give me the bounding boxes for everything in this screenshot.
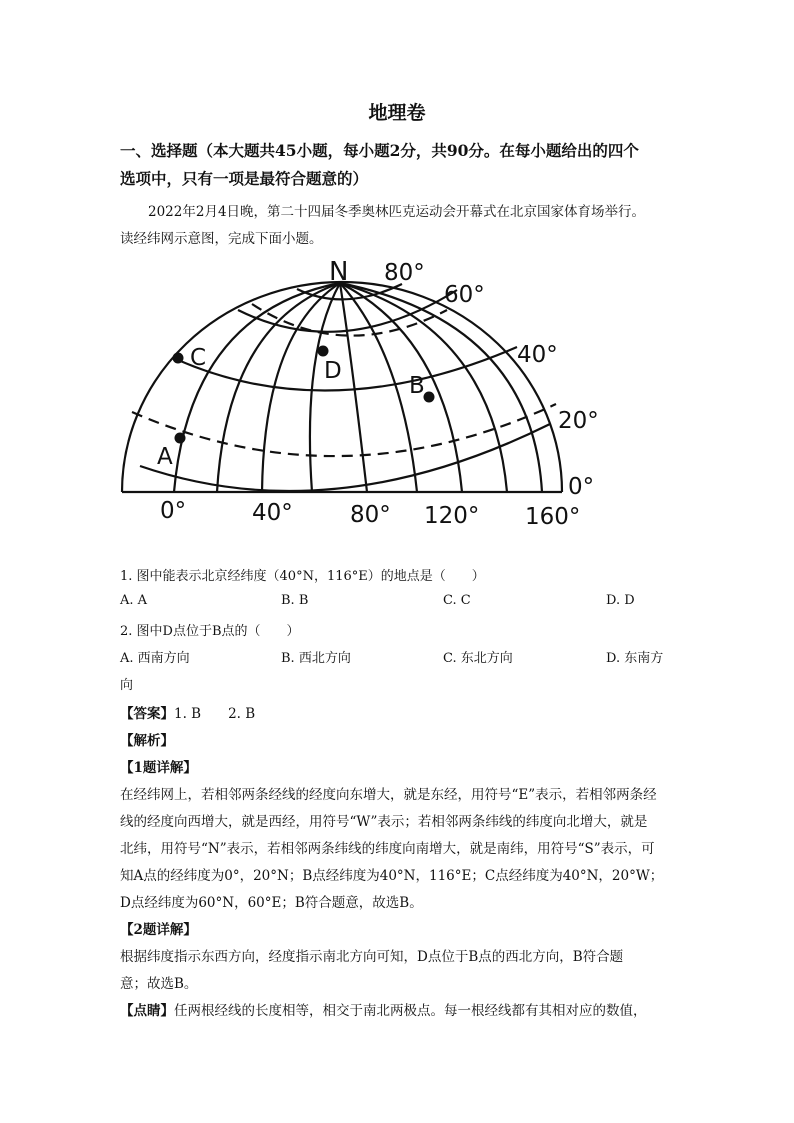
detail-1-label: 【1题详解】 [120, 760, 197, 776]
answer-text: 1. B 2. B [174, 706, 256, 722]
latitude-line [140, 424, 550, 491]
hemisphere-outline [122, 282, 562, 492]
north-pole-label: N [329, 257, 349, 287]
detail-1-line: 线的经度向西增大，就是西经，用符号“W”表示；若相邻两条纬线的纬度向北增大，就是 [120, 814, 648, 830]
question-1-option-a: A. A [120, 593, 148, 608]
detail-2-label: 【2题详解】 [120, 922, 197, 938]
lon-label-160: 160° [525, 504, 581, 528]
point-c-label: C [190, 345, 207, 371]
meridian-line [340, 283, 462, 492]
intro-line-1: 2022年2月4日晚，第二十四届冬季奥林匹克运动会开幕式在北京国家体育场举行。 [148, 204, 646, 220]
lat-label-80: 80° [384, 260, 425, 286]
question-2-option-d: D. 东南方 [606, 651, 664, 666]
tip-label: 【点睛】 [120, 1003, 174, 1019]
meridian-line [310, 283, 340, 492]
question-2-option-a: A. 西南方向 [120, 651, 190, 666]
section-heading-line-1: 一、选择题（本大题共45小题，每小题2分，共90分。在每小题给出的四个 [120, 141, 639, 160]
point-a-label: A [157, 444, 173, 470]
question-2-stem: 2. 图中D点位于B点的（ ） [120, 624, 300, 639]
question-2-option-c: C. 东北方向 [443, 651, 513, 666]
detail-2-line: 意；故选B。 [120, 976, 198, 992]
graticule-figure [112, 252, 612, 528]
lon-label-80: 80° [350, 502, 391, 528]
page-title: 地理卷 [368, 102, 426, 124]
point-d-label: D [324, 358, 342, 384]
question-1-option-d: D. D [606, 593, 635, 608]
dashed-parallel-line [132, 404, 556, 456]
question-1-option-b: B. B [281, 593, 309, 608]
tip-line [120, 999, 647, 1019]
question-1-stem: 1. 图中能表示北京经纬度（40°N，116°E）的地点是（ ） [120, 569, 485, 584]
lon-label-40: 40° [252, 500, 293, 526]
graticule-map [112, 252, 612, 532]
question-intro [120, 199, 645, 253]
lon-label-120: 120° [424, 503, 480, 528]
detail-2-line: 根据纬度指示东西方向，经度指示南北方向可知，D点位于B点的西北方向，B符合题 [120, 949, 624, 965]
point-b-dot [424, 392, 435, 403]
point-b-label: B [409, 373, 425, 399]
lat-label-20: 20° [558, 408, 599, 434]
lat-label-40: 40° [517, 342, 558, 368]
question-2-option-b: B. 西北方向 [281, 651, 351, 666]
lat-label-60: 60° [444, 282, 485, 308]
question-1-option-c: C. C [443, 593, 471, 608]
analysis-label: 【解析】 [120, 733, 174, 749]
point-d-dot [318, 346, 329, 357]
section-heading [120, 137, 639, 193]
detail-1-line: 知A点的经纬度为0°，20°N；B点经纬度为40°N，116°E；C点经纬度为40°N，20°W； [120, 868, 664, 884]
detail-1-line: 北纬，用符号“N”表示，若相邻两条纬线的纬度向南增大，就是南纬，用符号“S”表示，可 [120, 841, 655, 857]
detail-1-line: D点经纬度为60°N，60°E；B符合题意，故选B。 [120, 895, 423, 911]
answer-line [120, 702, 255, 722]
answer-label: 【答案】 [120, 706, 174, 722]
lat-label-0: 0° [568, 474, 595, 500]
question-2-option-d-wrap: 向 [120, 678, 134, 693]
detail-1-line: 在经纬网上，若相邻两条经线的经度向东增大，就是东经，用符号“E”表示，若相邻两条经 [120, 787, 657, 803]
intro-line-2: 读经纬网示意图，完成下面小题。 [120, 231, 323, 247]
point-c-dot [173, 353, 184, 364]
tip-text: 任两根经线的长度相等，相交于南北两极点。每一根经线都有其相对应的数值， [174, 1003, 647, 1019]
meridian-line [174, 283, 340, 492]
point-a-dot [175, 433, 186, 444]
section-heading-line-2: 选项中，只有一项是最符合题意的） [120, 169, 369, 188]
lon-label-0: 0° [160, 498, 187, 524]
